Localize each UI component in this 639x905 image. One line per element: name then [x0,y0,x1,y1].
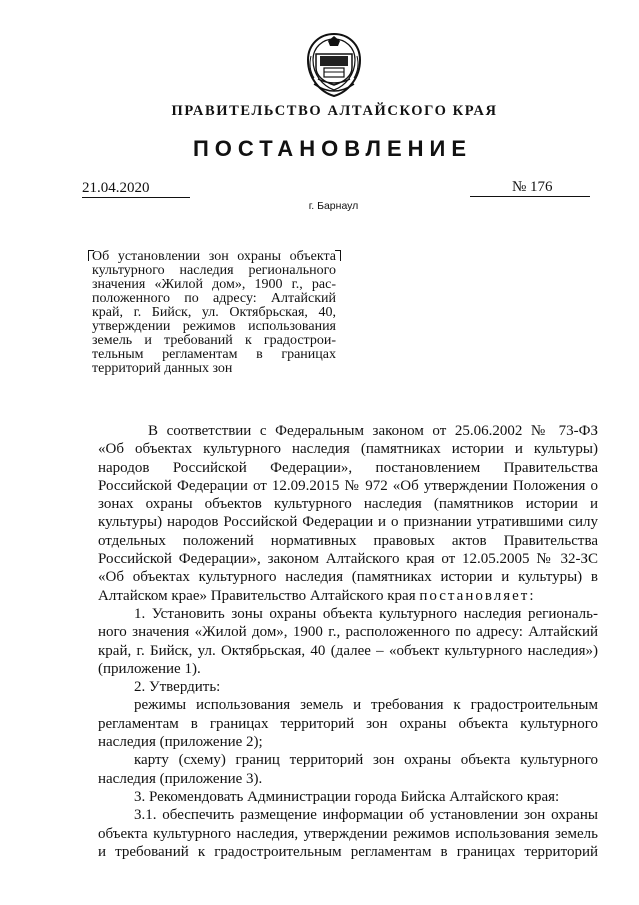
body-line: край, г. Бийск, ул. Октябрьская, 40 (далее – «объект культурного наследия») [98,642,598,659]
body-line: режимы использования земель и требования к градостроительным [134,697,598,714]
subject-line: положенного по адресу: Алтайский [92,291,336,306]
subject-line: утверждении режимов использования [92,319,336,334]
body-line: отдельных положений нормативных правовых актов Правительства [98,532,598,549]
document-subject [92,250,336,376]
body-line: 3. Рекомендовать Администрации города Бийска Алтайского края: [134,788,560,805]
body-line: народов Российской Федерации», постановлением Правительства [98,459,598,476]
body-line: Российской Федерации от 12.09.2015 № 972 «Об утверждении Положения о [98,477,598,494]
body-line: объекта культурного наследия, утверждении режимов использования земель [98,825,598,842]
subject-line: Об установлении зон охраны объекта [92,249,336,264]
body-line: (приложение 1). [98,660,201,677]
body-line: культуры) народов Российской Федерации и о признании утратившими силу [98,514,598,531]
subject-line: земель и требований к градострои- [92,333,336,348]
resolves-word: постановляет: [419,587,536,604]
body-line: карту (схему) границ территорий зон охраны объекта культурного [134,752,598,769]
body-line: Российской Федерации», законом Алтайского края от 12.05.2005 № 32-ЗС [98,551,598,568]
body-line: зонах охраны объектов культурного наследия (памятников истории и [98,496,598,513]
body-line: 2. Утвердить: [134,679,221,696]
body-line: Алтайском крае» Правительство Алтайского края [98,587,420,604]
document-city: г. Барнаул [308,200,359,212]
document-number: № 176 [470,178,590,197]
subject-line: культурного наследия регионального [92,263,336,278]
subject-line: значения «Жилой дом», 1900 г., рас- [92,277,336,292]
body-line: 1. Установить зоны охраны объекта культурного наследия региональ- [134,605,598,622]
body-line: «Об объектах культурного наследия (памятниках истории и культуры) [98,441,598,458]
document-type-heading: ПОСТАНОВЛЕНИЕ [192,136,473,161]
body-line: наследия (приложение 3). [98,770,263,787]
subject-line: край, г. Бийск, ул. Октябрьская, 40, [92,305,336,320]
body-line: В соответствии с Федеральным законом от 25.06.2002 № 73-ФЗ [148,423,598,439]
document-date: 21.04.2020 [82,180,190,198]
body-line: «Об объектах культурного наследия (памятниках истории и культуры) в [98,569,598,586]
body-line: наследия (приложение 2); [98,734,263,751]
body-line: регламентам в границах территорий зон охраны объекта культурного [98,715,598,732]
body-line: ного значения «Жилой дом», 1900 г., расположенного по адресу: Алтайский [98,624,598,641]
subject-line: тельным регламентам в границах [92,347,336,362]
altai-krai-coat-of-arms-icon [302,32,366,98]
organization-title: ПРАВИТЕЛЬСТВО АЛТАЙСКОГО КРАЯ [171,103,498,119]
subject-line: территорий данных зон [92,361,233,376]
body-line: и требований к градостроительным регламентам в границах территорий [98,843,598,860]
body-line-preamble-end [98,587,598,605]
document-body [98,422,598,861]
body-line: 3.1. обеспечить размещение информации об установлении зон охраны [134,807,598,824]
